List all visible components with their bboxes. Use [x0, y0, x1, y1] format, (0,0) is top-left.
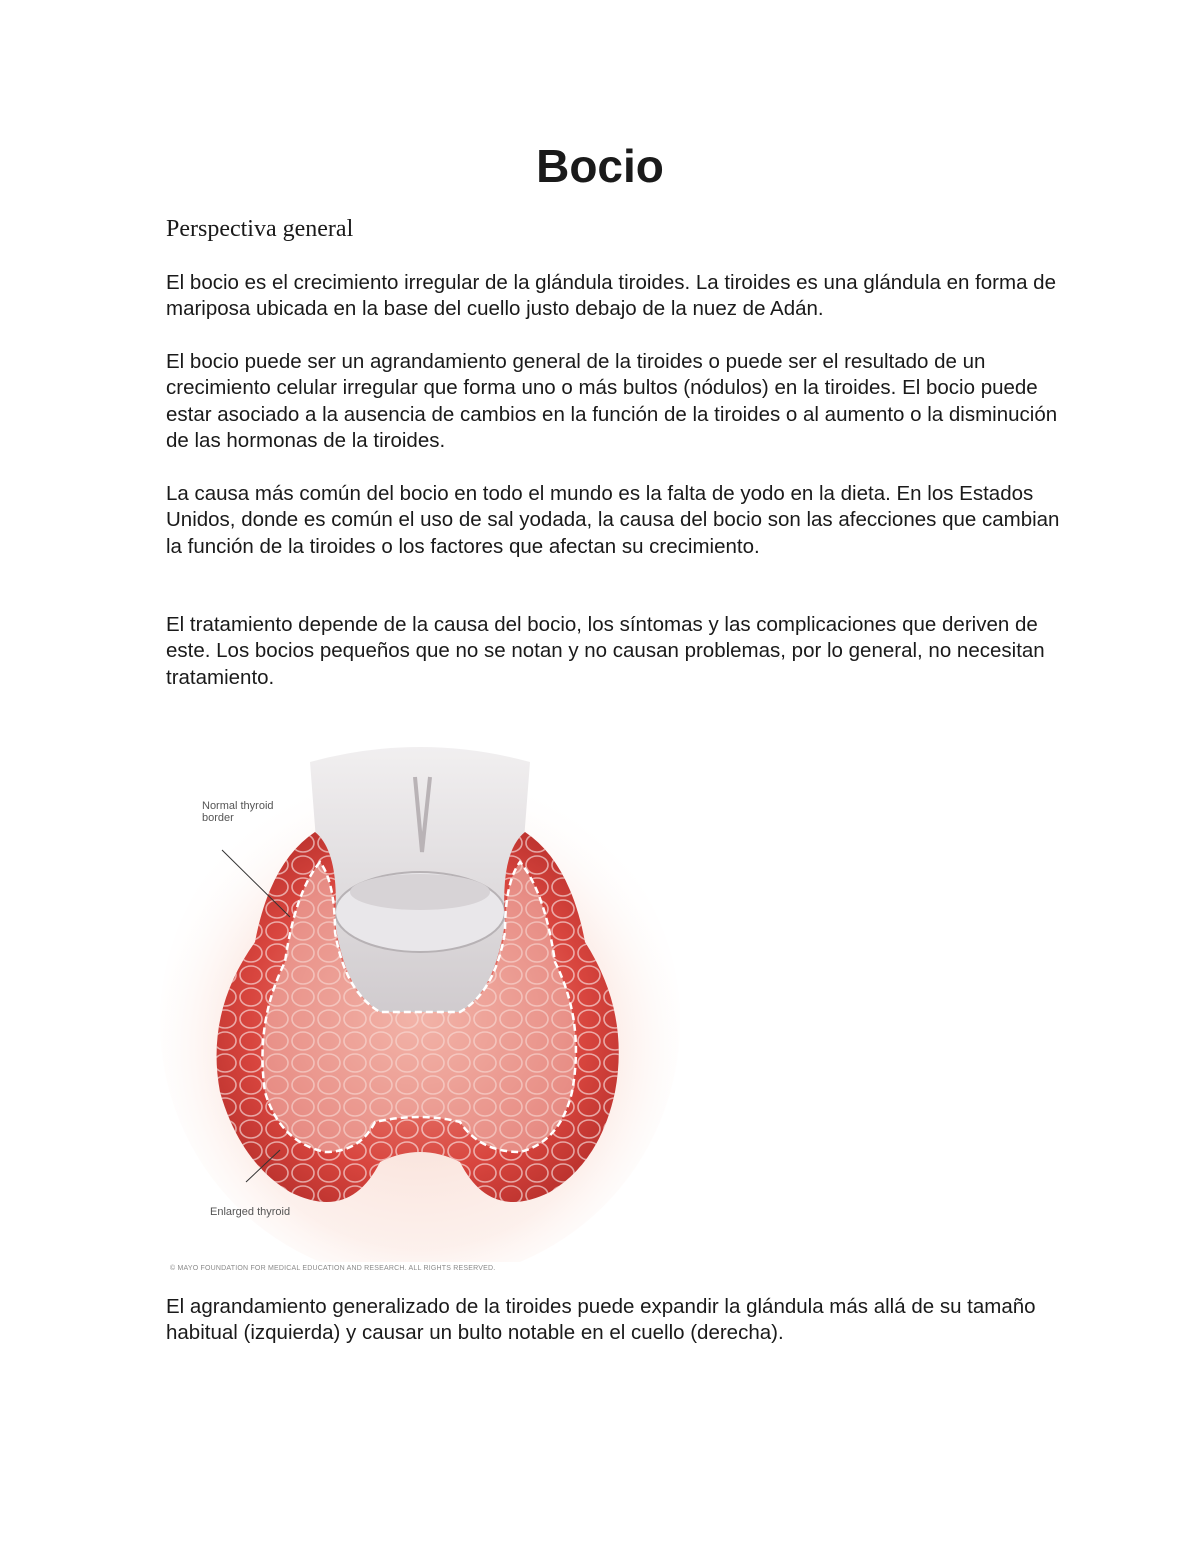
paragraph-3: La causa más común del bocio en todo el mundo es la falta de yodo en la dieta. En los Estados Unidos, donde es común el uso de sal yodada, la causa del bocio son las afecciones que cambian la función de la tiroides o los factores que afectan su crecimiento. — [166, 482, 1060, 558]
section-heading: Perspectiva general — [166, 216, 354, 242]
figure-caption: El agrandamiento generalizado de la tiroides puede expandir la glándula más allá de su tamaño habitual (izquierda) y causar un bulto notable en el cuello (derecha). — [166, 1295, 1036, 1345]
label-normal-thyroid: Normal thyroid border — [202, 800, 274, 824]
label-enlarged-thyroid: Enlarged thyroid — [210, 1206, 291, 1218]
thyroid-illustration — [160, 722, 680, 1282]
ring-shadow — [350, 874, 490, 910]
paragraph-4: El tratamiento depende de la causa del bocio, los síntomas y las complicaciones que deriven de este. Los bocios pequeños que no se notan y no causan problemas, por lo general, no necesitan tratamiento. — [166, 613, 1045, 689]
figure-copyright: © MAYO FOUNDATION FOR MEDICAL EDUCATION AND RESEARCH. ALL RIGHTS RESERVED. — [170, 1265, 496, 1272]
paragraph-1: El bocio es el crecimiento irregular de la glándula tiroides. La tiroides es una glándula en forma de mariposa ubicada en la base del cuello justo debajo de la nuez de Adán. — [166, 271, 1056, 321]
page-title: Bocio — [536, 140, 664, 192]
paragraph-2: El bocio puede ser un agrandamiento general de la tiroides o puede ser el resultado de un crecimiento celular irregular que forma uno o más bultos (nódulos) en la tiroides. El bocio puede estar asociado a la ausencia de cambios en la función de la tiroides o al aumento o la disminución de las hormonas de la tiroides. — [166, 350, 1058, 452]
